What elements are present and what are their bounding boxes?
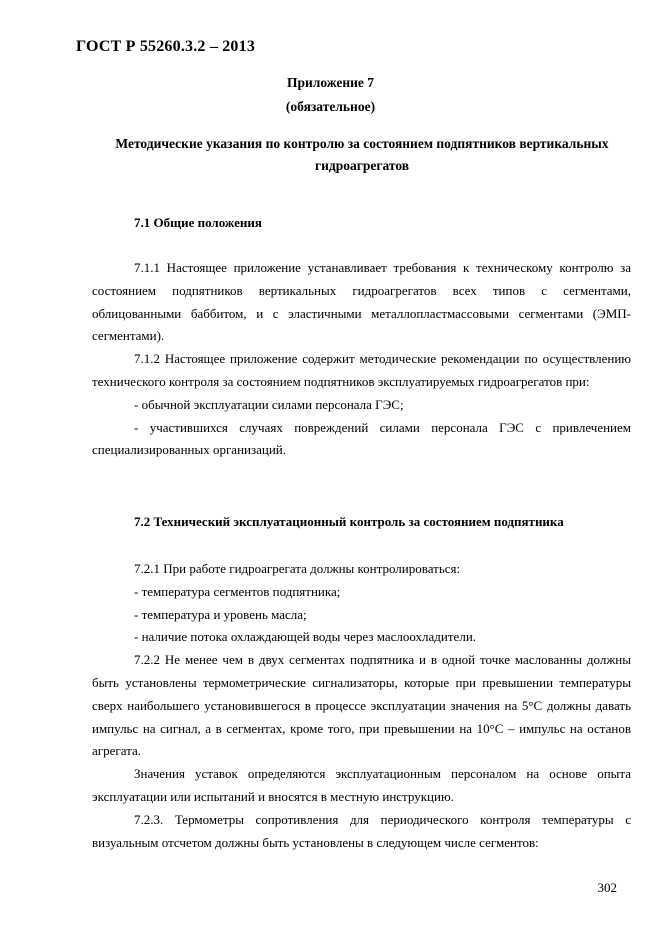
document-header: ГОСТ Р 55260.3.2 – 2013 <box>76 38 256 55</box>
appendix-number: Приложение 7 <box>286 75 375 90</box>
section-1-body <box>92 257 631 462</box>
list-item: - температура и уровень масла; <box>134 606 307 622</box>
list-item: - обычной эксплуатации силами персонала ГЭС; <box>134 396 404 412</box>
section-2-body <box>92 558 631 854</box>
appendix-title: Методические указания по контролю за состоянием подпятников вертикальных гидроагрегатов <box>115 136 609 173</box>
section-1-heading: 7.1 Общие положения <box>134 215 262 230</box>
page-number: 302 <box>597 880 617 895</box>
paragraph-7-2-1: 7.2.1 При работе гидроагрегата должны контролироваться: <box>134 561 461 576</box>
appendix-status: (обязательное) <box>285 99 376 114</box>
list-item: - наличие потока охлаждающей воды через маслоохладители. <box>134 629 477 645</box>
list-item: - температура сегментов подпятника; <box>134 583 341 599</box>
section-2-heading: 7.2 Технический эксплуатационный контроль за состоянием подпятника <box>134 514 564 529</box>
paragraph-7-1-1: 7.1.1 Настоящее приложение устанавливает требования к техническому контролю за состоянием подпятников вертикальных гидроагрегатов всех типов с сегментами, облицованными баббитом, и с эластичными металлопластмассовыми сегментами (ЭМП-сегментами). <box>92 260 631 344</box>
paragraph-7-2-2: 7.2.2 Не менее чем в двух сегментах подпятника и в одной точке маслованны должны быть установлены термометрические сигнализаторы, которые при превышении температуры сверх наибольшего установившегося в процессе эксплуатации значения на 5°C должны давать импульс на сигнал, а в сегментах, кроме того, при превышении на 10°C – импульс на останов агрегата. <box>92 652 631 759</box>
paragraph-7-1-2: 7.1.2 Настоящее приложение содержит методические рекомендации по осуществлению технического контроля за состоянием подпятников эксплуатируемых гидроагрегатов при: <box>92 351 631 389</box>
list-item: - участившихся случаях повреждений силами персонала ГЭС с привлечением специализированных организаций. <box>92 419 631 458</box>
paragraph-7-2-3: 7.2.3. Термометры сопротивления для периодического контроля температуры с визуальным отсчетом должны быть установлены в следующем числе сегментов: <box>92 811 631 850</box>
paragraph-settings: Значения уставок определяются эксплуатационным персоналом на основе опыта эксплуатации или испытаний и вносятся в местную инструкцию. <box>92 766 631 804</box>
